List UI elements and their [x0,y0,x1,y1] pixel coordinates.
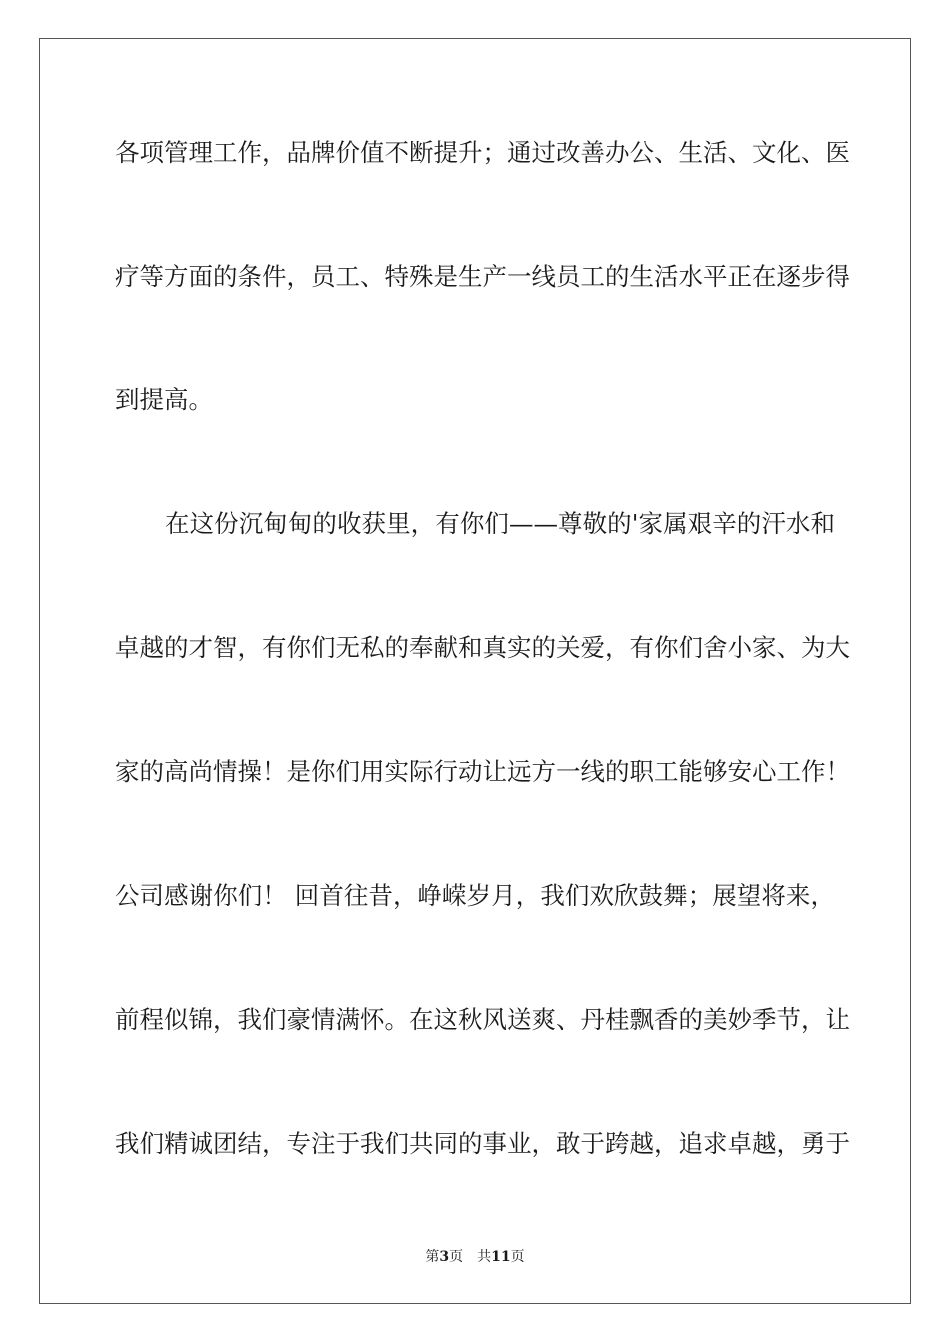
page-footer [0,1249,950,1265]
body-line-3: 到提高。 [115,385,213,414]
body-line-4: 在这份沉甸甸的收获里，有你们——尊敬的'家属艰辛的汗水和 [165,509,835,538]
body-line-9: 我们精诚团结，专注于我们共同的事业，敢于跨越，追求卓越，勇于 [115,1129,850,1158]
page-total: 11 [491,1249,511,1265]
page-prefix: 第 [425,1249,440,1265]
total-prefix: 共 [477,1249,492,1265]
page-border [39,38,911,1304]
body-line-8: 前程似锦，我们豪情满怀。在这秋风送爽、丹桂飘香的美妙季节，让 [115,1005,850,1034]
body-line-7: 公司感谢你们！ 回首往昔，峥嵘岁月，我们欢欣鼓舞；展望将来， [115,881,835,910]
body-line-5: 卓越的才智，有你们无私的奉献和真实的关爱，有你们舍小家、为大 [115,633,850,662]
page-current: 3 [439,1249,450,1265]
page-suffix: 页 [449,1249,464,1265]
body-line-2: 疗等方面的条件，员工、特殊是生产一线员工的生活水平正在逐步得 [115,262,850,291]
body-line-6: 家的高尚情操！是你们用实际行动让远方一线的职工能够安心工作！ [115,757,850,786]
body-line-1: 各项管理工作，品牌价值不断提升；通过改善办公、生活、文化、医 [115,138,850,167]
total-suffix: 页 [510,1249,525,1265]
